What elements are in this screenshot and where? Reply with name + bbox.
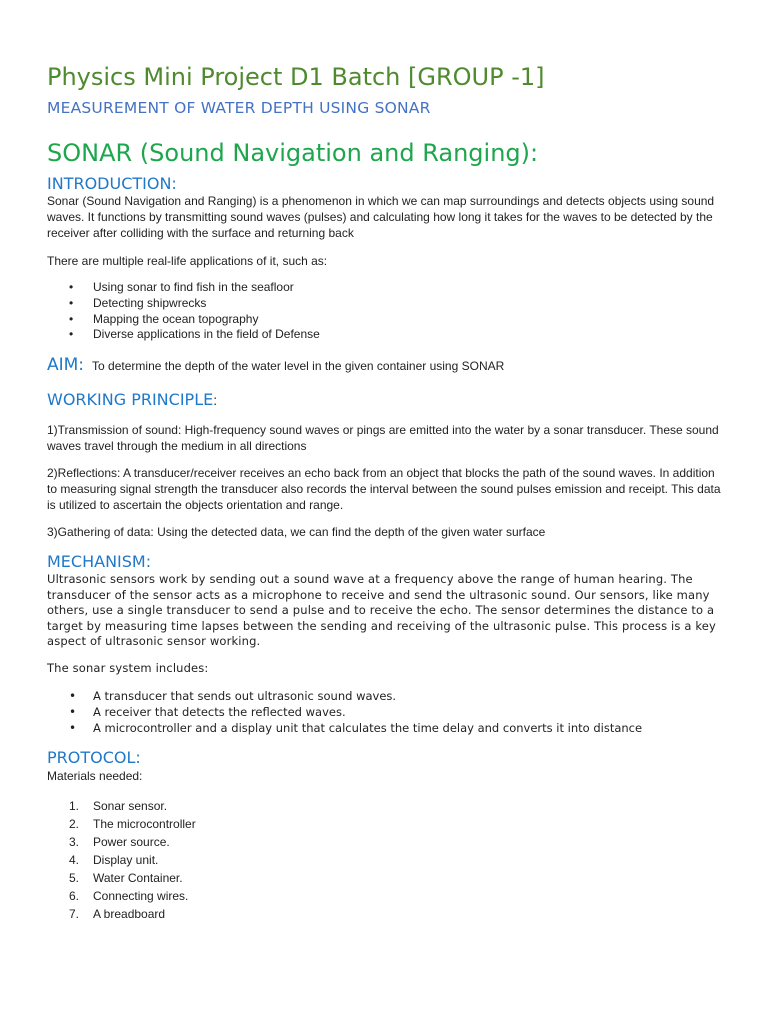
introduction-heading: INTRODUCTION:	[47, 174, 177, 193]
protocol-heading: PROTOCOL:	[47, 748, 141, 767]
list-item: 5. Water Container.	[69, 871, 183, 885]
materials-list	[47, 797, 727, 923]
applications-intro: There are multiple real-life applications of it, such as:	[47, 254, 328, 268]
principle-point-2: 2)Reflections: A transducer/receiver receives an echo back from an object that blocks the path of the sound waves. In addition to measuring signal strength the transducer also records the interval between the sound pulses emission and receipt. This data is utilized to ascertain the objects orientation and range.	[47, 466, 721, 512]
introduction-paragraph: Sonar (Sound Navigation and Ranging) is a phenomenon in which we can map surroundings and detects objects using sound waves. It functions by transmitting sound waves (pulses) and calculating how long it takes for the waves to be detected by the receiver after colliding with the surface and returning back	[47, 194, 715, 240]
working-principle-heading: WORKING PRINCIPLE	[47, 390, 214, 409]
list-item: 2. The microcontroller	[69, 817, 196, 831]
aim-heading: AIM:	[47, 355, 85, 375]
principle-point-1: 1)Transmission of sound: High-frequency sound waves or pings are emitted into the water by a sonar transducer. These sound waves travel through the medium in all directions	[47, 423, 719, 453]
list-item: • Detecting shipwrecks	[69, 295, 207, 310]
list-item: 1. Sonar sensor.	[69, 799, 168, 813]
list-item: • A receiver that detects the reflected waves.	[69, 704, 346, 719]
applications-list	[47, 280, 727, 343]
working-principle-heading-row: WORKING PRINCIPLE:	[47, 390, 218, 409]
materials-intro: Materials needed:	[47, 769, 143, 783]
list-item: • A transducer that sends out ultrasonic sound waves.	[69, 689, 397, 703]
list-item: • Diverse applications in the field of Defense	[69, 327, 320, 342]
mechanism-paragraph: Ultrasonic sensors work by sending out a sound wave at a frequency above the range of human hearing. The transducer of the sensor acts as a microphone to receive and send the ultrasonic sound. Our sensors, like many others, use a single transducer to send a pulse and to receive the echo. The sensor determines the distance to a target by measuring time lapses between the sending and receiving of the ultrasonic pulse. This process is a key aspect of ultrasonic sensor working.	[47, 572, 716, 648]
document-subtitle: MEASUREMENT OF WATER DEPTH USING SONAR	[47, 99, 431, 117]
mechanism-heading: MECHANISM:	[47, 552, 152, 571]
sonar-heading: SONAR (Sound Navigation and Ranging):	[47, 139, 539, 167]
document-title: Physics Mini Project D1 Batch [GROUP -1]	[47, 63, 545, 91]
list-item: 7. A breadboard	[69, 907, 166, 921]
principle-point-3: 3)Gathering of data: Using the detected data, we can find the depth of the given water surface	[47, 525, 546, 539]
list-item: 6. Connecting wires.	[69, 889, 189, 903]
sonar-includes-list	[47, 689, 727, 736]
aim-row	[47, 355, 727, 375]
sonar-includes-intro: The sonar system includes:	[47, 661, 209, 675]
list-item: 3. Power source.	[69, 835, 170, 849]
aim-text: To determine the depth of the water level in the given container using SONAR	[92, 359, 505, 373]
list-item: • Using sonar to find fish in the seafloor	[69, 280, 294, 294]
list-item: • Mapping the ocean topography	[69, 311, 259, 326]
list-item: 4. Display unit.	[69, 853, 159, 867]
list-item: • A microcontroller and a display unit that calculates the time delay and converts it into distance	[69, 720, 643, 735]
